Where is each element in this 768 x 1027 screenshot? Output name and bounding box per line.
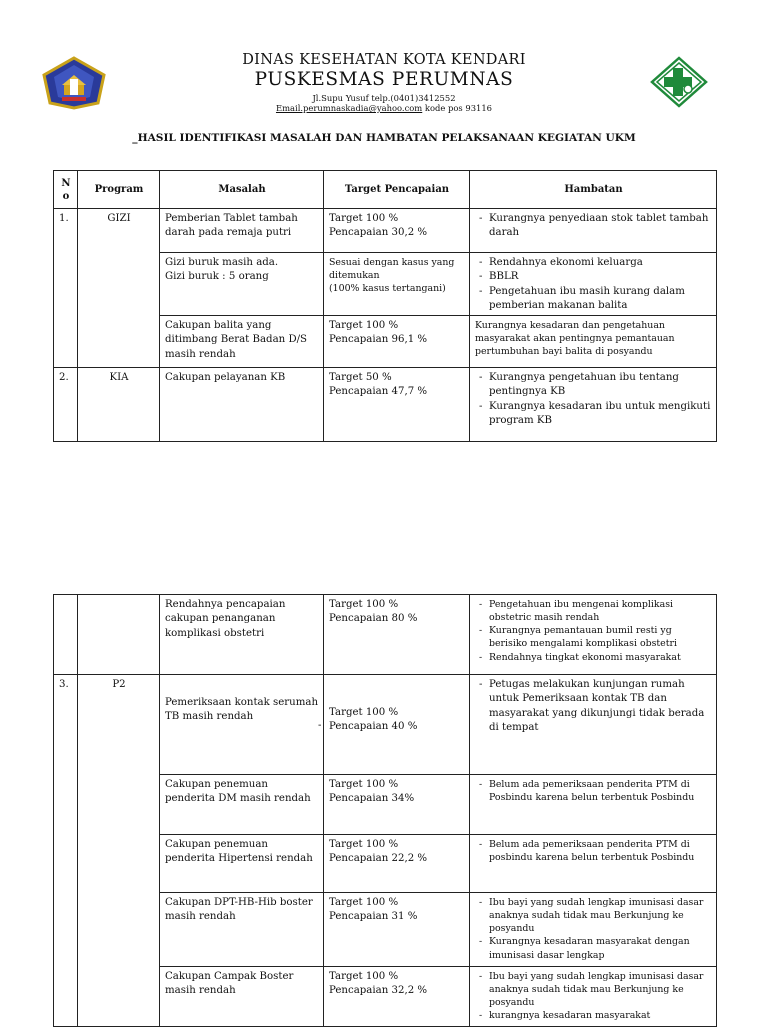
masalah-cell: Cakupan pelayanan KB <box>160 368 324 442</box>
col-header-masalah: Masalah <box>160 171 324 209</box>
masalah-cell: Cakupan penemuan penderita DM masih rendah <box>160 775 324 835</box>
row-number: 1. <box>54 209 78 368</box>
contact-line <box>0 103 768 113</box>
masalah-cell: Cakupan balita yang ditimbang Berat Badan D/S masih rendah <box>160 316 324 368</box>
table-row <box>54 675 717 775</box>
col-header-program: Program <box>78 171 160 209</box>
hambatan-cell: - Kurangnya penyediaan stok tablet tambah darah <box>470 209 717 253</box>
hambatan-cell: - Petugas melakukan kunjungan rumah untuk Pemeriksaan kontak TB dan masyarakat yang dikunjungi tidak berada di tempat <box>470 675 717 775</box>
email-link[interactable]: Email.perumnaskadia@yahoo.com <box>275 103 423 113</box>
target-cell: Target 100 % Pencapaian 32,2 % <box>324 967 470 1027</box>
table-row <box>54 209 717 253</box>
masalah-cell: Pemberian Tablet tambah darah pada remaja putri <box>160 209 324 253</box>
masalah-cell: Cakupan Campak Boster masih rendah <box>160 967 324 1027</box>
target-cell: Target 100 % Pencapaian 22,2 % <box>324 835 470 893</box>
ukm-problems-table <box>53 170 717 442</box>
masalah-cell: Pemeriksaan kontak serumah TB masih rendah <box>160 675 324 775</box>
row-number <box>54 595 78 675</box>
table-row <box>54 368 717 442</box>
hambatan-cell: - Ibu bayi yang sudah lengkap imunisasi dasar anaknya sudah tidak mau Berkunjung ke posyandu - kurangnya kesadaran masyarakat <box>470 967 717 1027</box>
agency-name: DINAS KESEHATAN KOTA KENDARI <box>242 52 526 68</box>
col-header-hambatan: Hambatan <box>470 171 717 209</box>
document-title: _HASIL IDENTIFIKASI MASALAH DAN HAMBATAN PELAKSANAAN KEGIATAN UKM <box>132 132 636 144</box>
hambatan-cell: - Belum ada pemeriksaan penderita PTM di posbindu karena belun terbentuk Posbindu <box>470 835 717 893</box>
hambatan-cell: - Ibu bayi yang sudah lengkap imunisasi dasar anaknya sudah tidak mau Berkunjung ke posyandu - Kurangnya kesadaran masyarakat dengan imunisasi dasar lengkap <box>470 893 717 967</box>
table-row <box>54 595 717 675</box>
program-cell: P2 <box>78 675 160 1027</box>
program-cell: KIA <box>78 368 160 442</box>
hambatan-cell: - Rendahnya ekonomi keluarga - BBLR - Pengetahuan ibu masih kurang dalam pemberian makanan balita <box>470 253 717 316</box>
row-number: 3. <box>54 675 78 1027</box>
target-cell: Target 100 % Pencapaian 34% <box>324 775 470 835</box>
program-cell <box>78 595 160 675</box>
col-header-target: Target Pencapaian <box>324 171 470 209</box>
row-number: 2. <box>54 368 78 442</box>
stray-dash: - <box>318 720 322 731</box>
target-cell: Target 100 % Pencapaian 31 % <box>324 893 470 967</box>
target-cell: Target 100 % Pencapaian 96,1 % <box>324 316 470 368</box>
program-cell: GIZI <box>78 209 160 368</box>
hambatan-cell: - Pengetahuan ibu mengenai komplikasi obstetric masih rendah - Kurangnya pemantauan bumil resti yg berisiko mengalami komplikasi obstetri - Rendahnya tingkat ekonomi masyarakat <box>470 595 717 675</box>
hambatan-cell: - Kurangnya pengetahuan ibu tentang pentingnya KB - Kurangnya kesadaran ibu untuk mengikuti program KB <box>470 368 717 442</box>
target-cell: Sesuai dengan kasus yang ditemukan (100% kasus tertangani) <box>324 253 470 316</box>
target-cell: Target 100 % Pencapaian 30,2 % <box>324 209 470 253</box>
puskesmas-name: PUSKESMAS PERUMNAS <box>254 69 514 90</box>
target-cell: Target 50 % Pencapaian 47,7 % <box>324 368 470 442</box>
masalah-cell: Gizi buruk masih ada. Gizi buruk : 5 orang <box>160 253 324 316</box>
hambatan-cell: - Belum ada pemeriksaan penderita PTM di Posbindu karena belun terbentuk Posbindu <box>470 775 717 835</box>
masalah-cell: Rendahnya pencapaian cakupan penanganan komplikasi obstetri <box>160 595 324 675</box>
col-header-no: N o <box>54 171 78 209</box>
target-cell: Target 100 % Pencapaian 80 % <box>324 595 470 675</box>
hambatan-cell: Kurangnya kesadaran dan pengetahuan masyarakat akan pentingnya pemantauan pertumbuhan bayi balita di posyandu <box>470 316 717 368</box>
postal-code: kode pos 93116 <box>422 103 493 113</box>
target-cell: Target 100 % Pencapaian 40 % - <box>324 675 470 775</box>
masalah-cell: Cakupan penemuan penderita Hipertensi rendah <box>160 835 324 893</box>
address-line: Jl.Supu Yusuf telp.(0401)3412552 <box>312 93 456 103</box>
masalah-cell: Cakupan DPT-HB-Hib boster masih rendah <box>160 893 324 967</box>
ukm-problems-table-continued <box>53 594 717 1027</box>
table-header-row <box>54 171 717 209</box>
